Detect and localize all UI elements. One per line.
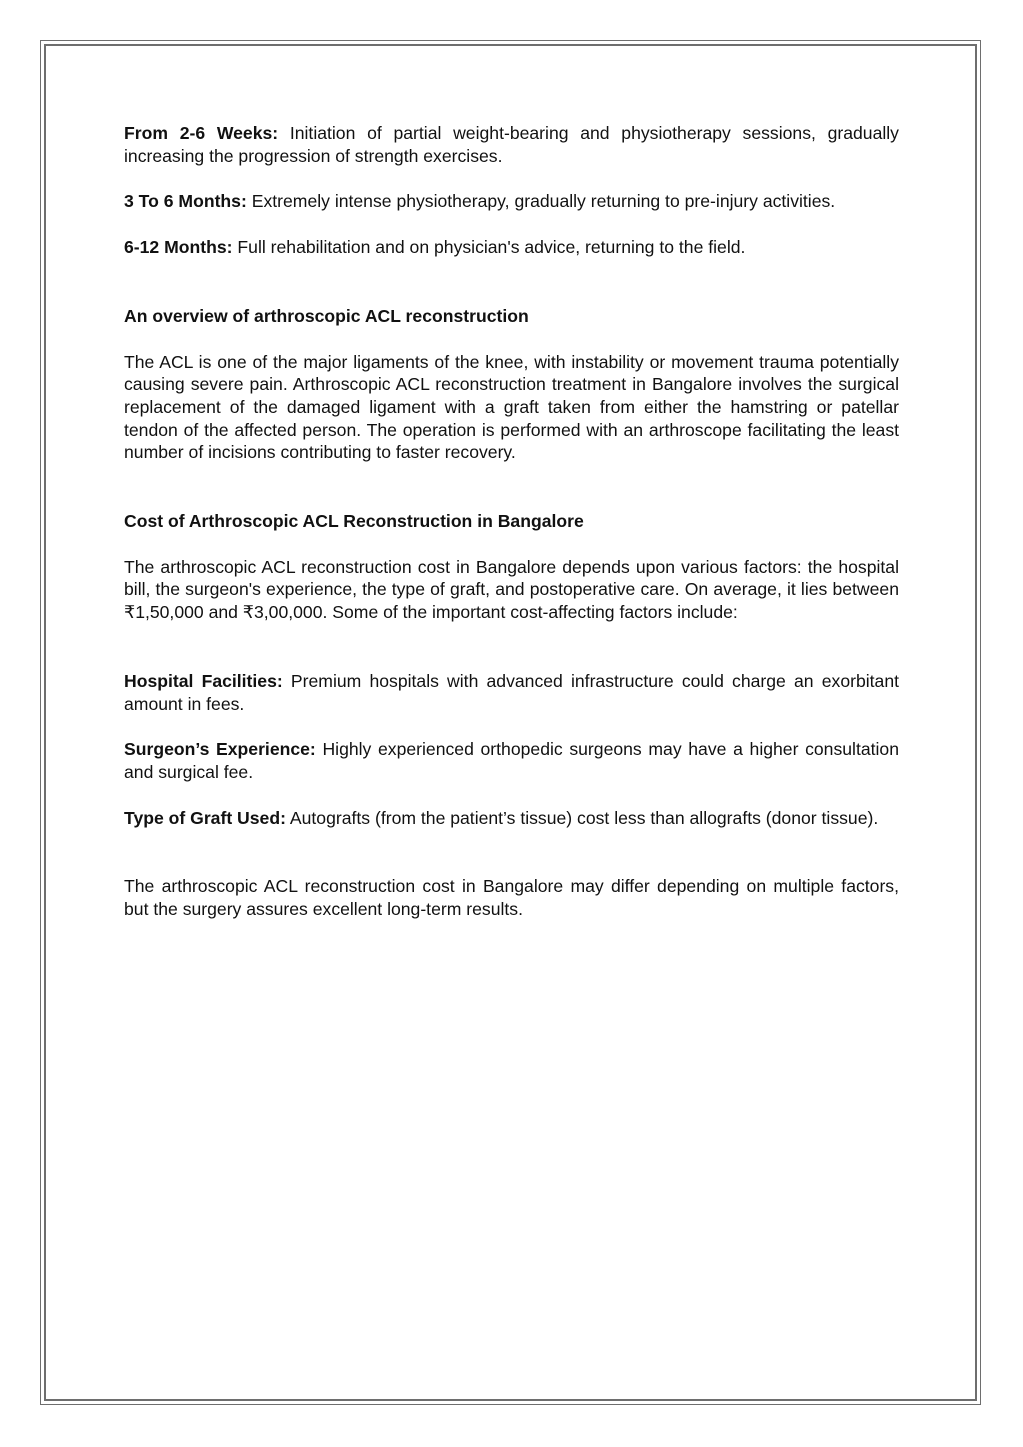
timeline-label: From 2-6 Weeks: — [124, 123, 279, 143]
timeline-item-weeks — [124, 122, 899, 167]
factor-item-surgeon — [124, 738, 899, 783]
timeline-item-months — [124, 190, 899, 213]
conclusion-paragraph: The arthroscopic ACL reconstruction cost in Bangalore may differ depending on multiple factors, but the surgery assures excellent long-term results. — [124, 876, 899, 920]
factor-text: Premium hospitals with advanced infrastructure could charge an exorbitant amount in fees. — [124, 670, 900, 714]
timeline-text: Initiation of partial weight-bearing and physiotherapy sessions, gradually increasing the progression of strength exercises. — [124, 123, 899, 166]
factor-text: Highly experienced orthopedic surgeons may have a higher consultation and surgical fee. — [124, 739, 899, 782]
factor-text: Autografts (from the patient’s tissue) cost less than allografts (donor tissue). — [289, 807, 879, 828]
factor-item-graft — [124, 807, 899, 830]
overview-paragraph: The ACL is one of the major ligaments of the knee, with instability or movement trauma potentially causing severe pain. Arthroscopic ACL reconstruction treatment in Bangalore involves the surgical replacement of the damaged ligament with a graft taken from either the hamstring or patellar tendon of the affected person. The operation is performed with an arthroscope facilitating the least number of incisions contributing to faster recovery. — [124, 351, 899, 463]
factor-item-hospital — [124, 670, 899, 715]
factor-label: Surgeon’s Experience: — [124, 739, 316, 760]
timeline-label: 6-12 Months: — [124, 237, 233, 258]
timeline-item-year — [124, 236, 899, 259]
section-heading-overview: An overview of arthroscopic ACL reconstruction — [124, 305, 529, 326]
cost-paragraph: The arthroscopic ACL reconstruction cost in Bangalore depends upon various factors: the hospital bill, the surgeon's experience, the type of graft, and postoperative care. On average, it lies between ₹1,50,000 and ₹3,00,000. Some of the important cost-affecting factors include: — [124, 556, 899, 623]
document-body — [124, 122, 899, 921]
factor-label: Hospital Facilities: — [124, 670, 283, 691]
factor-label: Type of Graft Used: — [124, 807, 286, 828]
timeline-text: Extremely intense physiotherapy, gradually returning to pre-injury activities. — [251, 191, 836, 212]
timeline-label: 3 To 6 Months: — [124, 191, 247, 212]
section-heading-cost: Cost of Arthroscopic ACL Reconstruction in Bangalore — [124, 511, 584, 532]
timeline-text: Full rehabilitation and on physician's advice, returning to the field. — [237, 237, 746, 258]
